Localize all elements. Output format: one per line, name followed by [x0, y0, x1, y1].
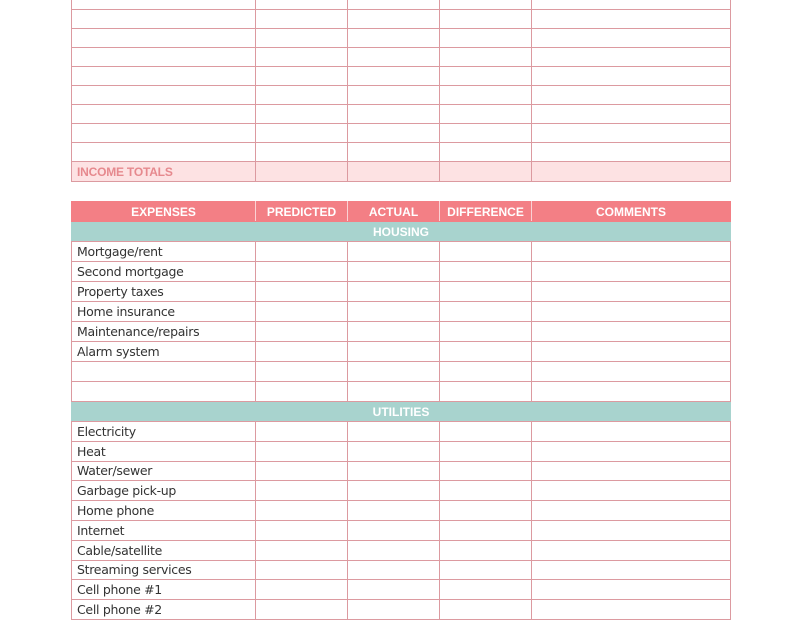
difference-cell[interactable] [440, 302, 532, 322]
difference-cell[interactable] [440, 105, 532, 124]
comments-cell[interactable] [532, 10, 731, 29]
comments-cell[interactable] [532, 0, 731, 10]
column-header-actual: ACTUAL [348, 202, 440, 222]
actual-cell[interactable] [348, 501, 440, 521]
actual-cell[interactable] [348, 48, 440, 67]
expense-label: Cell phone #2 [72, 600, 256, 620]
income-source-cell[interactable] [72, 29, 256, 48]
income-totals-label: INCOME TOTALS [72, 162, 256, 182]
difference-cell[interactable] [440, 461, 532, 481]
comments-total-cell[interactable] [532, 162, 731, 182]
expense-row [72, 461, 731, 481]
comments-cell[interactable] [532, 67, 731, 86]
expense-row [72, 540, 731, 560]
actual-total-cell[interactable] [348, 162, 440, 182]
difference-cell[interactable] [440, 441, 532, 461]
actual-cell[interactable] [348, 282, 440, 302]
section-header-utilities [72, 402, 731, 422]
income-source-cell[interactable] [72, 86, 256, 105]
difference-cell[interactable] [440, 560, 532, 580]
difference-cell[interactable] [440, 282, 532, 302]
actual-cell[interactable] [348, 322, 440, 342]
expense-row [72, 282, 731, 302]
comments-cell[interactable] [532, 124, 731, 143]
difference-cell[interactable] [440, 580, 532, 600]
predicted-cell[interactable] [256, 282, 348, 302]
income-source-cell[interactable] [72, 143, 256, 162]
comments-cell[interactable] [532, 302, 731, 322]
expense-label: Water/sewer [72, 461, 256, 481]
predicted-cell[interactable] [256, 481, 348, 501]
difference-cell[interactable] [440, 29, 532, 48]
expense-label: Maintenance/repairs [72, 322, 256, 342]
comments-cell[interactable] [532, 520, 731, 540]
predicted-cell[interactable] [256, 124, 348, 143]
predicted-cell[interactable] [256, 362, 348, 382]
expense-label: Cell phone #1 [72, 580, 256, 600]
actual-cell[interactable] [348, 600, 440, 620]
income-row [72, 143, 731, 162]
actual-cell[interactable] [348, 560, 440, 580]
actual-cell[interactable] [348, 441, 440, 461]
expense-row [72, 481, 731, 501]
comments-cell[interactable] [532, 580, 731, 600]
actual-cell[interactable] [348, 302, 440, 322]
predicted-cell[interactable] [256, 86, 348, 105]
income-source-cell[interactable] [72, 10, 256, 29]
expense-label: Heat [72, 441, 256, 461]
comments-cell[interactable] [532, 242, 731, 262]
expense-label-cell[interactable] [72, 362, 256, 382]
actual-cell[interactable] [348, 422, 440, 442]
expense-label: Electricity [72, 422, 256, 442]
difference-cell[interactable] [440, 422, 532, 442]
predicted-total-cell[interactable] [256, 162, 348, 182]
expense-row [72, 580, 731, 600]
income-source-cell[interactable] [72, 0, 256, 10]
comments-cell[interactable] [532, 461, 731, 481]
predicted-cell[interactable] [256, 105, 348, 124]
difference-cell[interactable] [440, 382, 532, 402]
expense-row [72, 441, 731, 461]
actual-cell[interactable] [348, 10, 440, 29]
difference-cell[interactable] [440, 0, 532, 10]
expenses-header-row [72, 202, 731, 222]
column-header-expenses: EXPENSES [72, 202, 256, 222]
actual-cell[interactable] [348, 0, 440, 10]
comments-cell[interactable] [532, 282, 731, 302]
expense-label: Mortgage/rent [72, 242, 256, 262]
actual-cell[interactable] [348, 540, 440, 560]
difference-cell[interactable] [440, 124, 532, 143]
actual-cell[interactable] [348, 520, 440, 540]
expenses-table [71, 201, 731, 620]
comments-cell[interactable] [532, 322, 731, 342]
expense-row [72, 520, 731, 540]
comments-cell[interactable] [532, 342, 731, 362]
actual-cell[interactable] [348, 580, 440, 600]
expense-row [72, 322, 731, 342]
difference-total-cell[interactable] [440, 162, 532, 182]
actual-cell[interactable] [348, 124, 440, 143]
expense-label: Cable/satellite [72, 540, 256, 560]
expense-row [72, 242, 731, 262]
actual-cell[interactable] [348, 67, 440, 86]
comments-cell[interactable] [532, 600, 731, 620]
actual-cell[interactable] [348, 362, 440, 382]
predicted-cell[interactable] [256, 422, 348, 442]
difference-cell[interactable] [440, 262, 532, 282]
income-source-cell[interactable] [72, 124, 256, 143]
actual-cell[interactable] [348, 143, 440, 162]
predicted-cell[interactable] [256, 48, 348, 67]
income-row [72, 105, 731, 124]
predicted-cell[interactable] [256, 67, 348, 86]
difference-cell[interactable] [440, 86, 532, 105]
difference-cell[interactable] [440, 322, 532, 342]
predicted-cell[interactable] [256, 382, 348, 402]
income-source-cell[interactable] [72, 48, 256, 67]
column-header-predicted: PREDICTED [256, 202, 348, 222]
predicted-cell[interactable] [256, 322, 348, 342]
difference-cell[interactable] [440, 501, 532, 521]
section-header-housing [72, 222, 731, 242]
expense-label: Home insurance [72, 302, 256, 322]
comments-cell[interactable] [532, 540, 731, 560]
predicted-cell[interactable] [256, 540, 348, 560]
difference-cell[interactable] [440, 362, 532, 382]
expense-row-blank [72, 362, 731, 382]
income-row [72, 86, 731, 105]
comments-cell[interactable] [532, 501, 731, 521]
expense-label: Second mortgage [72, 262, 256, 282]
expense-label: Internet [72, 520, 256, 540]
comments-cell[interactable] [532, 48, 731, 67]
column-header-comments: COMMENTS [532, 202, 731, 222]
predicted-cell[interactable] [256, 143, 348, 162]
predicted-cell[interactable] [256, 262, 348, 282]
difference-cell[interactable] [440, 481, 532, 501]
predicted-cell[interactable] [256, 242, 348, 262]
section-title: UTILITIES [72, 402, 731, 422]
expense-label: Alarm system [72, 342, 256, 362]
expense-row [72, 600, 731, 620]
predicted-cell[interactable] [256, 0, 348, 10]
actual-cell[interactable] [348, 342, 440, 362]
predicted-cell[interactable] [256, 501, 348, 521]
difference-cell[interactable] [440, 600, 532, 620]
actual-cell[interactable] [348, 382, 440, 402]
predicted-cell[interactable] [256, 560, 348, 580]
comments-cell[interactable] [532, 262, 731, 282]
difference-cell[interactable] [440, 10, 532, 29]
expense-label: Property taxes [72, 282, 256, 302]
actual-cell[interactable] [348, 105, 440, 124]
comments-cell[interactable] [532, 143, 731, 162]
section-title: HOUSING [72, 222, 731, 242]
comments-cell[interactable] [532, 441, 731, 461]
income-row [72, 0, 731, 10]
expense-label-cell[interactable] [72, 382, 256, 402]
comments-cell[interactable] [532, 481, 731, 501]
income-source-cell[interactable] [72, 105, 256, 124]
actual-cell[interactable] [348, 242, 440, 262]
expense-row-blank [72, 382, 731, 402]
income-row [72, 29, 731, 48]
actual-cell[interactable] [348, 29, 440, 48]
predicted-cell[interactable] [256, 302, 348, 322]
income-row [72, 48, 731, 67]
comments-cell[interactable] [532, 86, 731, 105]
income-totals-row [72, 162, 731, 182]
difference-cell[interactable] [440, 48, 532, 67]
income-source-cell[interactable] [72, 67, 256, 86]
difference-cell[interactable] [440, 143, 532, 162]
income-row [72, 67, 731, 86]
income-row [72, 10, 731, 29]
income-table [71, 0, 731, 182]
comments-cell[interactable] [532, 105, 731, 124]
predicted-cell[interactable] [256, 580, 348, 600]
actual-cell[interactable] [348, 262, 440, 282]
predicted-cell[interactable] [256, 342, 348, 362]
comments-cell[interactable] [532, 560, 731, 580]
difference-cell[interactable] [440, 540, 532, 560]
expense-label: Garbage pick-up [72, 481, 256, 501]
comments-cell[interactable] [532, 382, 731, 402]
actual-cell[interactable] [348, 481, 440, 501]
expense-row [72, 422, 731, 442]
predicted-cell[interactable] [256, 600, 348, 620]
predicted-cell[interactable] [256, 520, 348, 540]
predicted-cell[interactable] [256, 461, 348, 481]
actual-cell[interactable] [348, 461, 440, 481]
predicted-cell[interactable] [256, 10, 348, 29]
comments-cell[interactable] [532, 422, 731, 442]
expense-row [72, 560, 731, 580]
expense-row [72, 342, 731, 362]
predicted-cell[interactable] [256, 29, 348, 48]
difference-cell[interactable] [440, 520, 532, 540]
expense-row [72, 501, 731, 521]
predicted-cell[interactable] [256, 441, 348, 461]
income-row [72, 124, 731, 143]
difference-cell[interactable] [440, 67, 532, 86]
column-header-difference: DIFFERENCE [440, 202, 532, 222]
difference-cell[interactable] [440, 242, 532, 262]
expense-row [72, 302, 731, 322]
difference-cell[interactable] [440, 342, 532, 362]
comments-cell[interactable] [532, 362, 731, 382]
actual-cell[interactable] [348, 86, 440, 105]
expense-label: Streaming services [72, 560, 256, 580]
expense-label: Home phone [72, 501, 256, 521]
expense-row [72, 262, 731, 282]
comments-cell[interactable] [532, 29, 731, 48]
